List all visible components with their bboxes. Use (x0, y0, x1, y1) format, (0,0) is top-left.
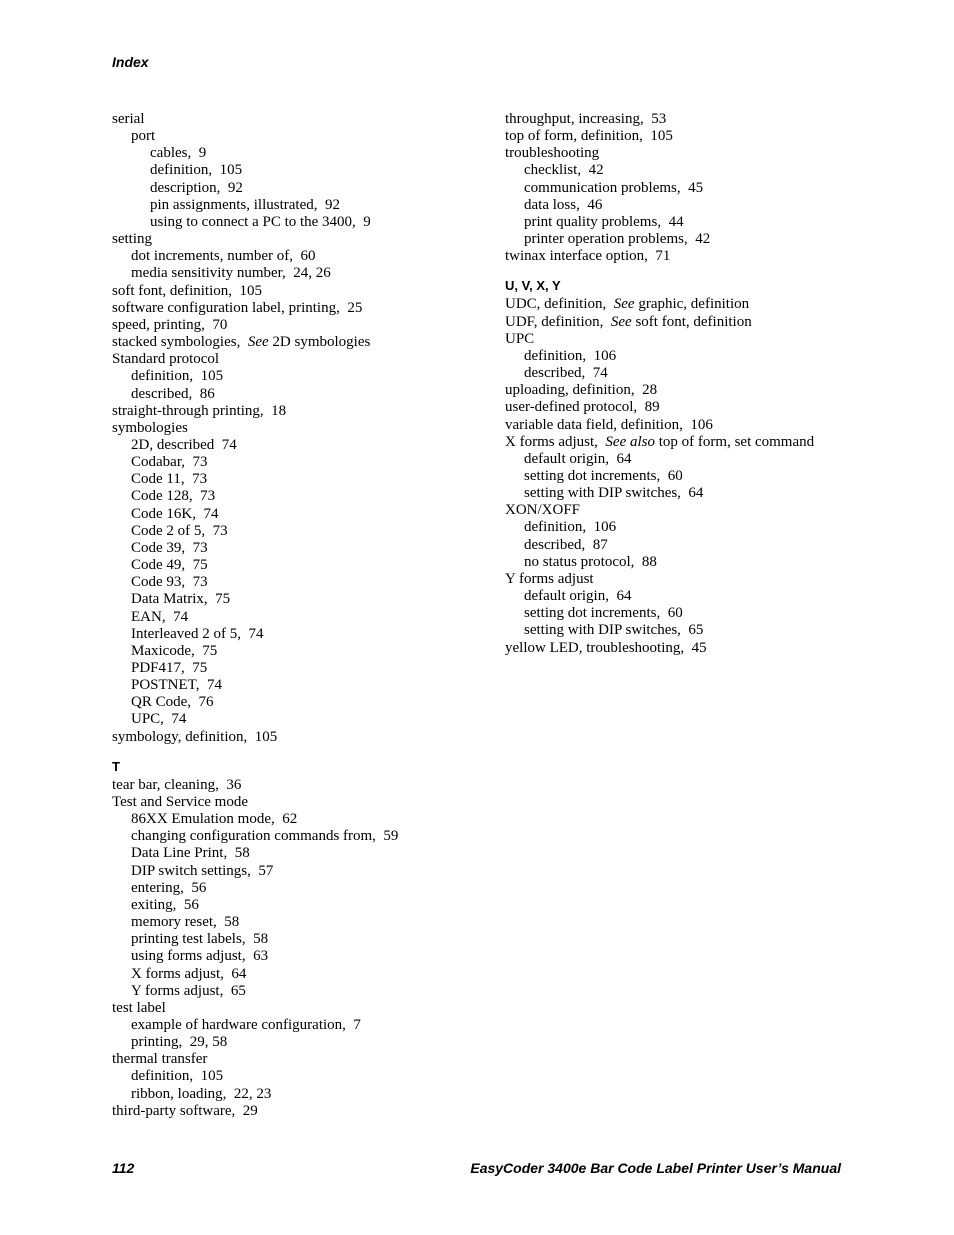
index-entry (505, 145, 925, 162)
entry-text: Maxicode, 75 (131, 642, 218, 659)
index-entry (505, 434, 925, 451)
entry-text: communication problems, 45 (524, 179, 704, 196)
cross-reference-label: See (247, 334, 269, 351)
index-subentry (112, 845, 497, 862)
entry-text: uploading, definition, 28 (505, 382, 658, 399)
index-subentry (112, 1017, 497, 1034)
running-header: Index (112, 54, 149, 70)
entry-text: Interleaved 2 of 5, 74 (131, 625, 264, 642)
index-entry (505, 128, 925, 145)
entry-text: Data Line Print, 58 (131, 845, 250, 862)
entry-text: media sensitivity number, 24, 26 (131, 265, 331, 282)
index-subentry (112, 386, 497, 403)
entry-text: stacked symbologies, (112, 334, 241, 351)
index-subentry (505, 365, 925, 382)
index-subentry (112, 128, 497, 145)
index-entry (112, 300, 497, 317)
entry-text: printer operation problems, 42 (524, 231, 711, 248)
entry-text: 2D, described 74 (131, 436, 237, 453)
cross-reference-target: soft font, definition (635, 313, 752, 330)
entry-text: Code 39, 73 (131, 539, 208, 556)
index-entry (112, 729, 497, 746)
entry-text: setting with DIP switches, 64 (524, 485, 704, 502)
index-entry (505, 382, 925, 399)
index-subentry (112, 454, 497, 471)
index-subentry (112, 863, 497, 880)
entry-text: setting with DIP switches, 65 (524, 622, 704, 639)
entry-text: setting dot increments, 60 (524, 605, 683, 622)
entry-text: troubleshooting (505, 145, 600, 162)
entry-text: Code 16K, 74 (131, 505, 219, 522)
index-subentry (505, 519, 925, 536)
entry-text: default origin, 64 (524, 588, 632, 605)
index-entry (505, 314, 925, 331)
entry-text: Data Matrix, 75 (131, 591, 231, 608)
entry-text: entering, 56 (131, 879, 207, 896)
entry-text: printing, 29, 58 (131, 1034, 228, 1051)
entry-text: X forms adjust, 64 (131, 965, 247, 982)
index-subentry (112, 931, 497, 948)
letter-heading: U, V, X, Y (505, 278, 561, 294)
entry-text: no status protocol, 88 (524, 553, 657, 570)
entry-text: changing configuration commands from, 59 (131, 828, 399, 845)
entry-text: Standard protocol (112, 351, 220, 368)
index-subentry (505, 588, 925, 605)
index-entry (505, 417, 925, 434)
entry-text: setting dot increments, 60 (524, 467, 683, 484)
index-entry (112, 283, 497, 300)
index-entry (112, 777, 497, 794)
index-subentry (112, 609, 497, 626)
index-subentry (505, 537, 925, 554)
index-subentry (112, 471, 497, 488)
entry-text: twinax interface option, 71 (505, 248, 671, 265)
letter-heading: T (112, 758, 120, 774)
entry-text: X forms adjust, (505, 433, 598, 450)
index-subentry (112, 966, 497, 983)
entry-text: symbology, definition, 105 (112, 728, 278, 745)
index-letter-group (112, 111, 497, 746)
entry-text: thermal transfer (112, 1051, 208, 1068)
index-subentry (505, 622, 925, 639)
entry-text: straight-through printing, 18 (112, 402, 287, 419)
index-subentry (505, 554, 925, 571)
index-subentry (505, 468, 925, 485)
entry-text: variable data field, definition, 106 (505, 416, 713, 433)
index-subentry (112, 248, 497, 265)
entry-text: UDF, definition, (505, 313, 604, 330)
entry-text: dot increments, number of, 60 (131, 248, 316, 265)
index-subentry (505, 485, 925, 502)
entry-text: definition, 105 (131, 368, 224, 385)
entry-text: serial (112, 111, 145, 127)
index-subsubentry (112, 145, 497, 162)
index-subentry (112, 811, 497, 828)
entry-text: QR Code, 76 (131, 694, 214, 711)
index-subentry (505, 231, 925, 248)
entry-text: using to connect a PC to the 3400, 9 (150, 213, 371, 230)
entry-text: setting (112, 231, 152, 248)
entry-text: POSTNET, 74 (131, 677, 222, 694)
entry-text: DIP switch settings, 57 (131, 862, 274, 879)
entry-text: user-defined protocol, 89 (505, 399, 660, 416)
entry-text: 86XX Emulation mode, 62 (131, 811, 298, 828)
cross-reference-label: See also (605, 433, 655, 450)
entry-text: tear bar, cleaning, 36 (112, 776, 242, 793)
index-subentry (112, 591, 497, 608)
index-entry (112, 317, 497, 334)
index-subentry (112, 540, 497, 557)
index-subentry (112, 643, 497, 660)
index-subentry (112, 880, 497, 897)
page-number: 112 (112, 1160, 135, 1176)
index-entry (112, 1051, 497, 1068)
index-subentry (112, 828, 497, 845)
cross-reference-label: See (610, 313, 632, 330)
index-entry (505, 111, 925, 128)
index-subentry (505, 348, 925, 365)
entry-text: Test and Service mode (112, 793, 248, 810)
entry-text: software configuration label, printing, 25 (112, 299, 363, 316)
entry-text: test label (112, 999, 166, 1016)
entry-text: printing test labels, 58 (131, 931, 269, 948)
entry-text: default origin, 64 (524, 450, 632, 467)
index-subsubentry (112, 214, 497, 231)
entry-text: Y forms adjust, 65 (131, 982, 246, 999)
index-letter-group (505, 111, 925, 265)
index-subentry (112, 368, 497, 385)
entry-text: top of form, definition, 105 (505, 128, 673, 145)
index-entry (505, 331, 925, 348)
entry-text: soft font, definition, 105 (112, 282, 262, 299)
entry-text: ribbon, loading, 22, 23 (131, 1085, 272, 1102)
entry-text: EAN, 74 (131, 608, 189, 625)
index-subentry (505, 197, 925, 214)
index-subentry (112, 1086, 497, 1103)
index-entry (505, 571, 925, 588)
index-subentry (112, 574, 497, 591)
entry-text: print quality problems, 44 (524, 213, 684, 230)
entry-text: described, 86 (131, 385, 215, 402)
entry-text: Code 11, 73 (131, 471, 208, 488)
index-subentry (112, 523, 497, 540)
index-entry (505, 296, 925, 313)
index-subentry (112, 626, 497, 643)
index-subentry (112, 1034, 497, 1051)
index-entry (112, 111, 497, 128)
index-subentry (112, 506, 497, 523)
entry-text: UPC (505, 330, 535, 347)
entry-text: definition, 106 (524, 347, 617, 364)
index-letter-group (112, 757, 497, 1120)
entry-text: third-party software, 29 (112, 1102, 258, 1119)
entry-text: using forms adjust, 63 (131, 948, 269, 965)
entry-text: UPC, 74 (131, 711, 187, 728)
index-subentry (112, 711, 497, 728)
entry-text: PDF417, 75 (131, 660, 208, 676)
index-subentry (112, 914, 497, 931)
entry-text: throughput, increasing, 53 (505, 111, 667, 127)
entry-text: pin assignments, illustrated, 92 (150, 196, 340, 213)
index-entry (112, 403, 497, 420)
index-subentry (112, 983, 497, 1000)
index-subentry (112, 488, 497, 505)
index-entry (505, 399, 925, 416)
index-entry (112, 420, 497, 437)
entry-text: Codabar, 73 (131, 454, 208, 471)
entry-text: definition, 105 (150, 162, 243, 179)
entry-text: memory reset, 58 (131, 914, 240, 931)
index-subentry (112, 660, 497, 677)
index-entry (112, 1000, 497, 1017)
cross-reference-label: See (613, 296, 635, 313)
index-subentry (112, 265, 497, 282)
entry-text: exiting, 56 (131, 896, 199, 913)
index-subentry (112, 948, 497, 965)
cross-reference-target: 2D symbologies (272, 334, 371, 351)
entry-text: example of hardware configuration, 7 (131, 1016, 361, 1033)
index-subentry (112, 557, 497, 574)
index-subentry (112, 677, 497, 694)
entry-text: Code 2 of 5, 73 (131, 522, 228, 539)
entry-text: symbologies (112, 419, 188, 436)
entry-text: definition, 106 (524, 519, 617, 536)
entry-text: described, 87 (524, 536, 608, 553)
entry-text: Code 93, 73 (131, 574, 208, 591)
entry-text: definition, 105 (131, 1068, 224, 1085)
index-subentry (112, 897, 497, 914)
index-subentry (505, 162, 925, 179)
cross-reference-target: graphic, definition (638, 296, 750, 313)
index-subsubentry (112, 180, 497, 197)
entry-text: checklist, 42 (524, 162, 604, 179)
cross-reference-target: top of form, set command (658, 433, 815, 450)
index-entry (112, 231, 497, 248)
entry-text: port (131, 128, 156, 145)
index-entry (505, 502, 925, 519)
index-subentry (505, 180, 925, 197)
index-subentry (505, 451, 925, 468)
index-subsubentry (112, 162, 497, 179)
index-subsubentry (112, 197, 497, 214)
index-letter-group (505, 276, 925, 656)
index-subentry (112, 437, 497, 454)
index-entry (112, 334, 497, 351)
running-footer-title: EasyCoder 3400e Bar Code Label Printer User’s Manual (470, 1160, 841, 1176)
entry-text: description, 92 (150, 179, 243, 196)
entry-text: UDC, definition, (505, 296, 607, 313)
index-entry (112, 794, 497, 811)
entry-text: yellow LED, troubleshooting, 45 (505, 639, 707, 656)
entry-text: cables, 9 (150, 145, 207, 162)
index-entry (112, 1103, 497, 1120)
entry-text: speed, printing, 70 (112, 316, 228, 333)
index-entry (505, 640, 925, 657)
index-subentry (505, 605, 925, 622)
entry-text: Y forms adjust (505, 570, 594, 587)
index-entry (112, 351, 497, 368)
index-column-right (505, 111, 925, 657)
entry-text: described, 74 (524, 365, 608, 382)
index-subentry (112, 694, 497, 711)
index-column-left (112, 111, 497, 1120)
entry-text: data loss, 46 (524, 196, 603, 213)
index-subentry (112, 1068, 497, 1085)
entry-text: Code 49, 75 (131, 557, 208, 574)
entry-text: XON/XOFF (505, 502, 581, 519)
index-subentry (505, 214, 925, 231)
index-entry (505, 248, 925, 265)
entry-text: Code 128, 73 (131, 488, 216, 505)
